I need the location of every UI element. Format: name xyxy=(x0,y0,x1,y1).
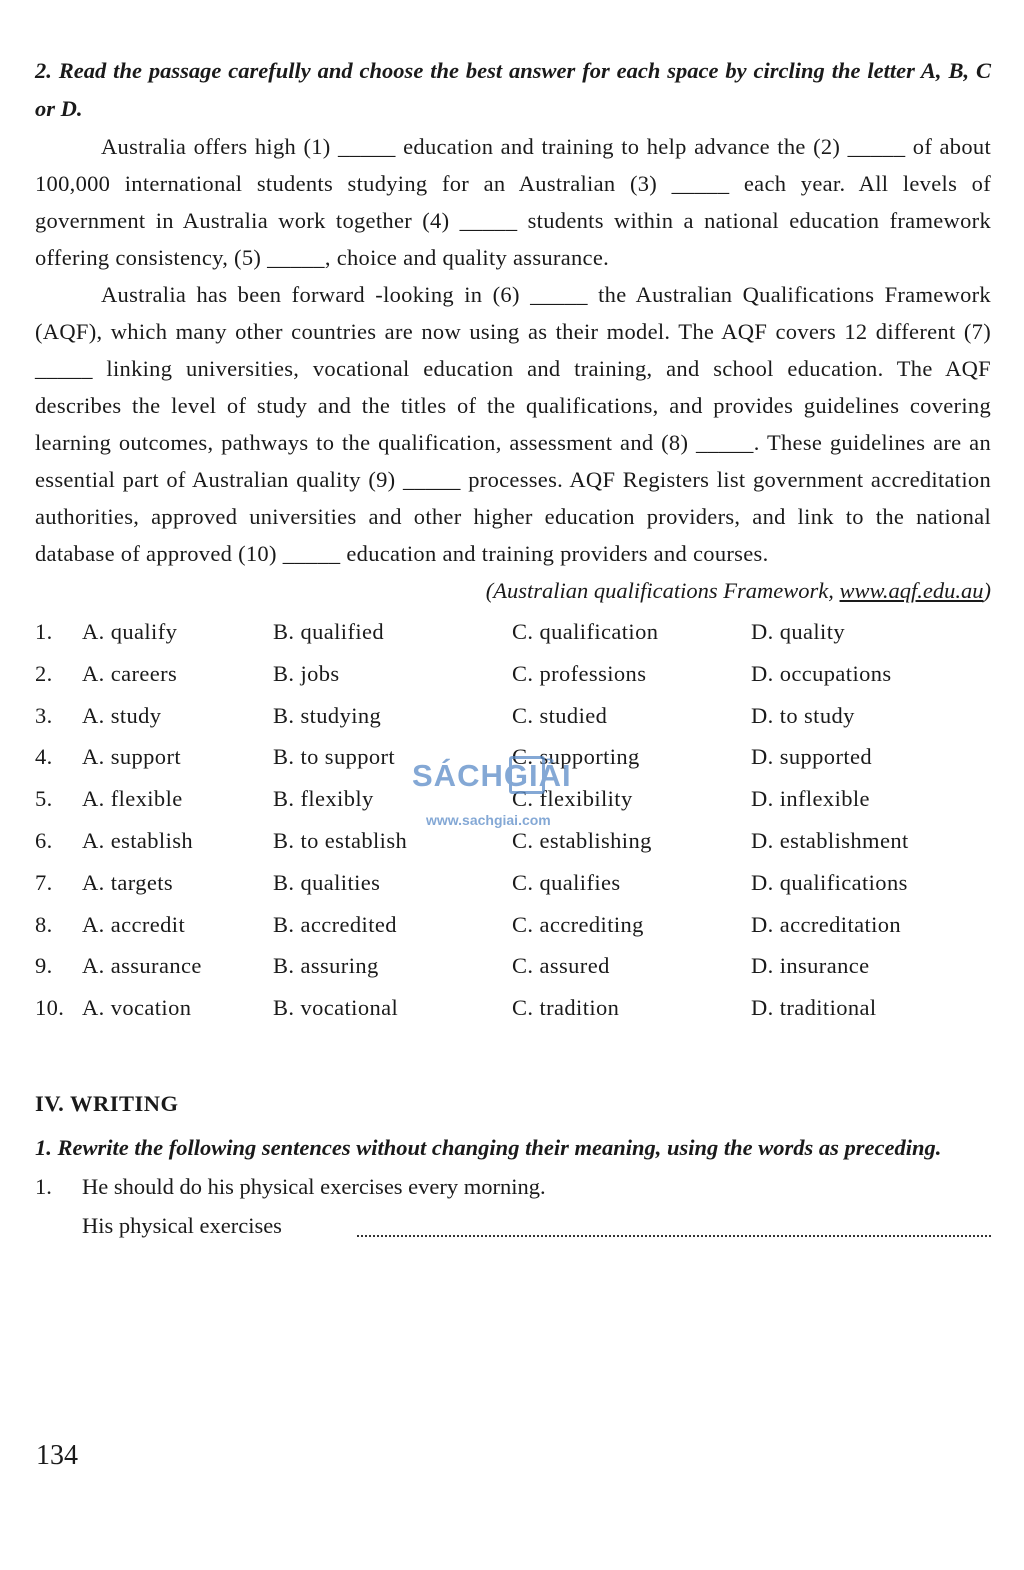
option-a: A. study xyxy=(82,702,162,728)
option-row xyxy=(35,653,991,695)
option-b: B. vocational xyxy=(273,995,399,1021)
option-row xyxy=(35,904,991,946)
option-c: C. professions xyxy=(512,660,647,686)
option-c: C. supporting xyxy=(512,744,640,770)
option-b: B. accredited xyxy=(273,911,397,937)
option-number: 8. xyxy=(35,911,53,937)
option-a: A. accredit xyxy=(82,911,186,937)
option-row xyxy=(35,945,991,987)
option-b: B. qualities xyxy=(273,869,381,895)
option-d: D. establishment xyxy=(751,827,909,853)
option-d: D. supported xyxy=(751,744,873,770)
option-number: 4. xyxy=(35,744,53,770)
option-row xyxy=(35,862,991,904)
option-number: 10. xyxy=(35,995,65,1021)
writing-heading: IV. WRITING xyxy=(35,1090,179,1116)
page-content xyxy=(35,52,991,1246)
option-row xyxy=(35,736,991,778)
passage-paragraph-2: Australia has been forward -looking in (6) _____ the Australian Qualifications Framework (AQF), which many other countries are now using as their model. The AQF covers 12 different (7) _____ linking universities, vocational education and training, and school education. The AQF describes the level of study and the titles of the qualifications, and provides guidelines covering learning outcomes, pathways to the qualification, assessment and (8) _____. These guidelines are an essential part of Australian quality (9) _____ processes. AQF Registers list government accreditation authorities, approved universities and other higher education providers, and link to the national database of approved (10) _____ education and training providers and courses. xyxy=(35,282,991,566)
watermark-logo: SÁCHGIẢI xyxy=(412,758,572,793)
option-c: C. establishing xyxy=(512,827,652,853)
option-d: D. occupations xyxy=(751,660,892,686)
option-d: D. insurance xyxy=(751,953,870,979)
answer-options xyxy=(35,611,991,1029)
option-c: C. assured xyxy=(512,953,610,979)
option-c: C. qualification xyxy=(512,619,659,644)
source-title: Australian qualifications Framework, xyxy=(493,578,840,603)
watermark-site: www.sachgiai.com xyxy=(426,812,551,828)
option-a: A. careers xyxy=(82,660,178,686)
option-b: B. flexibly xyxy=(273,786,374,812)
option-c: C. tradition xyxy=(512,995,620,1021)
option-number: 5. xyxy=(35,786,53,812)
option-d: D. inflexible xyxy=(751,786,870,812)
writing-prompt: His physical exercises xyxy=(82,1212,282,1238)
option-b: B. to support xyxy=(273,744,396,770)
writing-item xyxy=(35,1167,991,1206)
option-number: 1. xyxy=(35,619,53,644)
passage-source xyxy=(35,572,991,610)
option-a: A. targets xyxy=(82,869,174,895)
option-b: B. studying xyxy=(273,702,382,728)
passage-paragraph-1: Australia offers high (1) _____ education and training to help advance the (2) _____ of about 100,000 international students studying for an Australian (3) _____ each year. All levels of government in Australia work together (4) _____ students within a national education framework offering consistency, (5) _____, choice and quality assurance. xyxy=(35,134,991,270)
option-d: D. accreditation xyxy=(751,911,902,937)
option-d: D. qualifications xyxy=(751,869,908,895)
option-d: D. to study xyxy=(751,702,855,728)
answer-dotted-line xyxy=(357,1235,991,1237)
option-a: A. support xyxy=(82,744,181,770)
source-close: ) xyxy=(983,578,991,603)
option-b: B. assuring xyxy=(273,953,379,979)
option-d: D. traditional xyxy=(751,995,877,1021)
writing-instruction: 1. Rewrite the following sentences without changing their meaning, using the words as preceding. xyxy=(35,1134,942,1160)
option-row xyxy=(35,611,991,653)
writing-item-number: 1. xyxy=(35,1173,52,1199)
option-a: A. vocation xyxy=(82,995,192,1021)
option-a: A. flexible xyxy=(82,786,183,812)
option-row xyxy=(35,695,991,737)
reading-instruction: 2. Read the passage carefully and choose the best answer for each space by circling the letter A, B, C or D. xyxy=(35,58,991,121)
option-a: A. qualify xyxy=(82,619,178,644)
source-link: www.aqf.edu.au xyxy=(839,578,984,603)
option-d: D. quality xyxy=(751,619,845,644)
option-b: B. jobs xyxy=(273,660,340,686)
option-number: 6. xyxy=(35,827,53,853)
option-c: C. accrediting xyxy=(512,911,644,937)
option-a: A. establish xyxy=(82,827,194,853)
option-c: C. flexibility xyxy=(512,786,633,812)
option-number: 9. xyxy=(35,953,53,979)
option-a: A. assurance xyxy=(82,953,202,979)
option-row xyxy=(35,778,991,820)
option-b: B. to establish xyxy=(273,827,408,853)
source-open: ( xyxy=(485,578,494,603)
page-number: 134 xyxy=(36,1440,78,1471)
option-number: 7. xyxy=(35,869,53,895)
option-row xyxy=(35,820,991,862)
option-number: 2. xyxy=(35,660,53,686)
option-row xyxy=(35,987,991,1029)
writing-item-text: He should do his physical exercises every morning. xyxy=(82,1173,546,1199)
option-c: C. qualifies xyxy=(512,869,621,895)
option-c: C. studied xyxy=(512,702,608,728)
option-number: 3. xyxy=(35,702,53,728)
option-b: B. qualified xyxy=(273,619,385,644)
writing-answer-line xyxy=(35,1206,991,1246)
